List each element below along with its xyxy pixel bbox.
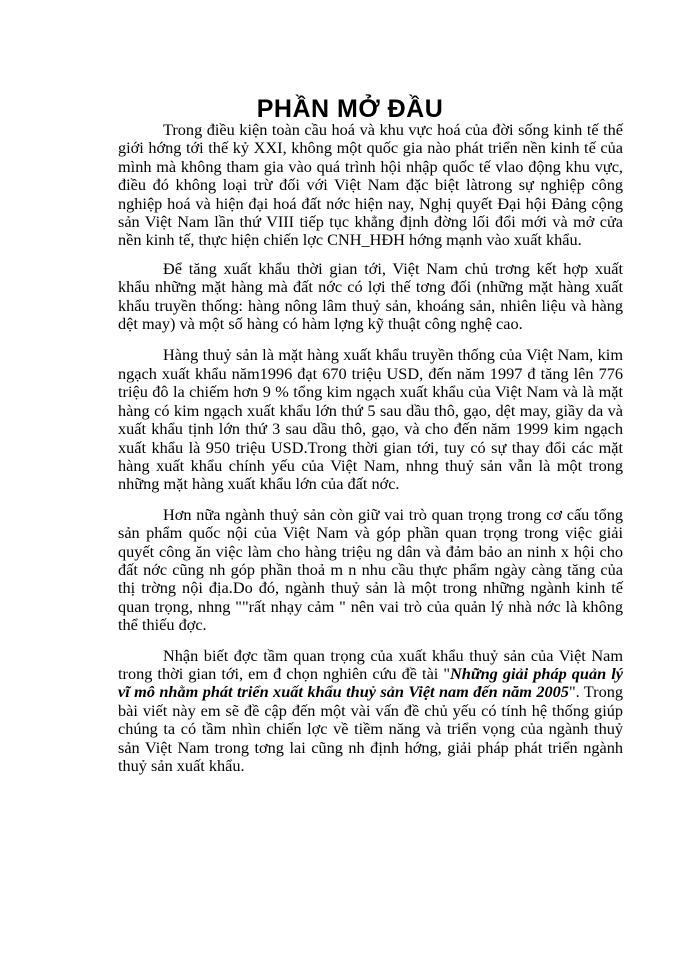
thesis-title: Những giải pháp quản lý vĩ mô nhằm phát triển xuất khẩu thuỷ sản Việt nam đến năm 2005 [118,663,623,702]
document-body [118,121,623,775]
thesis-intro-text: Nhận biết đợc tầm quan trọng của xuất khẩu thuỷ sản của Việt Nam trong thời gian tới, em đ chọn nghiên cứu đề tài " [118,645,623,683]
paragraph-seafood-figures: Hàng thuỷ sản là mặt hàng xuất khẩu truyền thống của Việt Nam, kim ngạch xuất khẩu năm1996 đạt 670 triệu USD, đến năm 1997 đ tăng lên 776 triệu đô la chiếm hơn 9 % tổng kim ngạch xuất khẩu của Việt Nam và là mặt hàng có kim ngạch xuất khẩu lớn thứ 5 sau dầu thô, gạo, dệt may, giầy da và xuất khẩu tịnh lớn thứ 3 sau dầu thô, gạo, và cho đến năm 1999 kim ngạch xuất khẩu là 950 triệu USD.Trong thời gian tới, tuy có sự thay đổi các mặt hàng xuất khẩu chính yếu của Việt Nam, nhng thuỷ sản vẫn là một trong những mặt hàng xuất khẩu lớn của đất nớc. [118,345,623,494]
thesis-outro-text: ". Trong bài viết này em sẽ đề cập đến một vài vấn đề chủ yếu có tính hệ thống giúp chúng ta có tầm nhìn chiến lợc về tiềm năng và triển vọng của ngành thuỷ sản Việt Nam trong tơng lai cũng nh định hớng, giải pháp phát triển ngành thuỷ sản xuất khẩu. [118,682,623,775]
paragraph-thesis-topic [118,647,623,776]
paragraph-seafood-role: Hơn nữa ngành thuỷ sản còn giữ vai trò quan trọng trong cơ cấu tổng sản phẩm quốc nội của Việt Nam và góp phần quan trọng trong việc giải quyết công ăn việc làm cho hàng triệu ng dân và đảm bảo an ninh x hội cho đất nớc cũng nh góp phần thoả m n nhu cầu thực phẩm ngày càng tăng của thị trờng nội địa.Do đó, ngành thuỷ sản là một trong những ngành kinh tế quan trọng, nhng ""rất nhạy cảm " nên vai trò của quản lý nhà nớc là không thể thiếu đợc. [118,504,623,635]
paragraph-intro: Trong điều kiện toàn cầu hoá và khu vực hoá của đời sống kinh tế thế giới hớng tới thế kỷ XXI, không một quốc gia nào phát triển nền kinh tế của mình mà không tham gia vào quá trình hội nhập quốc tế vlao động khu vực, điều đó không loại trừ đối với Việt Nam đặc biệt làtrong sự nghiệp công nghiệp hoá và hiện đại hoá đất nớc hiện nay, Nghị quyết Đại hội Đảng cộng sản Việt Nam lần thứ VIII tiếp tục khẳng định đờng lối đổi mới và mở cửa nền kinh tế, thực hiện chiến lợc CNH_HĐH hớng mạnh vào xuất khẩu. [118,120,623,250]
paragraph-export-strategy: Để tăng xuất khẩu thời gian tới, Việt Nam chủ trơng kết hợp xuất khẩu những mặt hàng mà đất nớc có lợi thế tơng đối (những mặt hàng xuất khẩu truyền thống: hàng nông lâm thuỷ sản, khoáng sản, nhiên liệu và hàng dệt may) và một số hàng có hàm lợng kỹ thuật công nghệ cao. [118,258,623,334]
page-title: PHẦN MỞ ĐẦU [256,95,444,123]
